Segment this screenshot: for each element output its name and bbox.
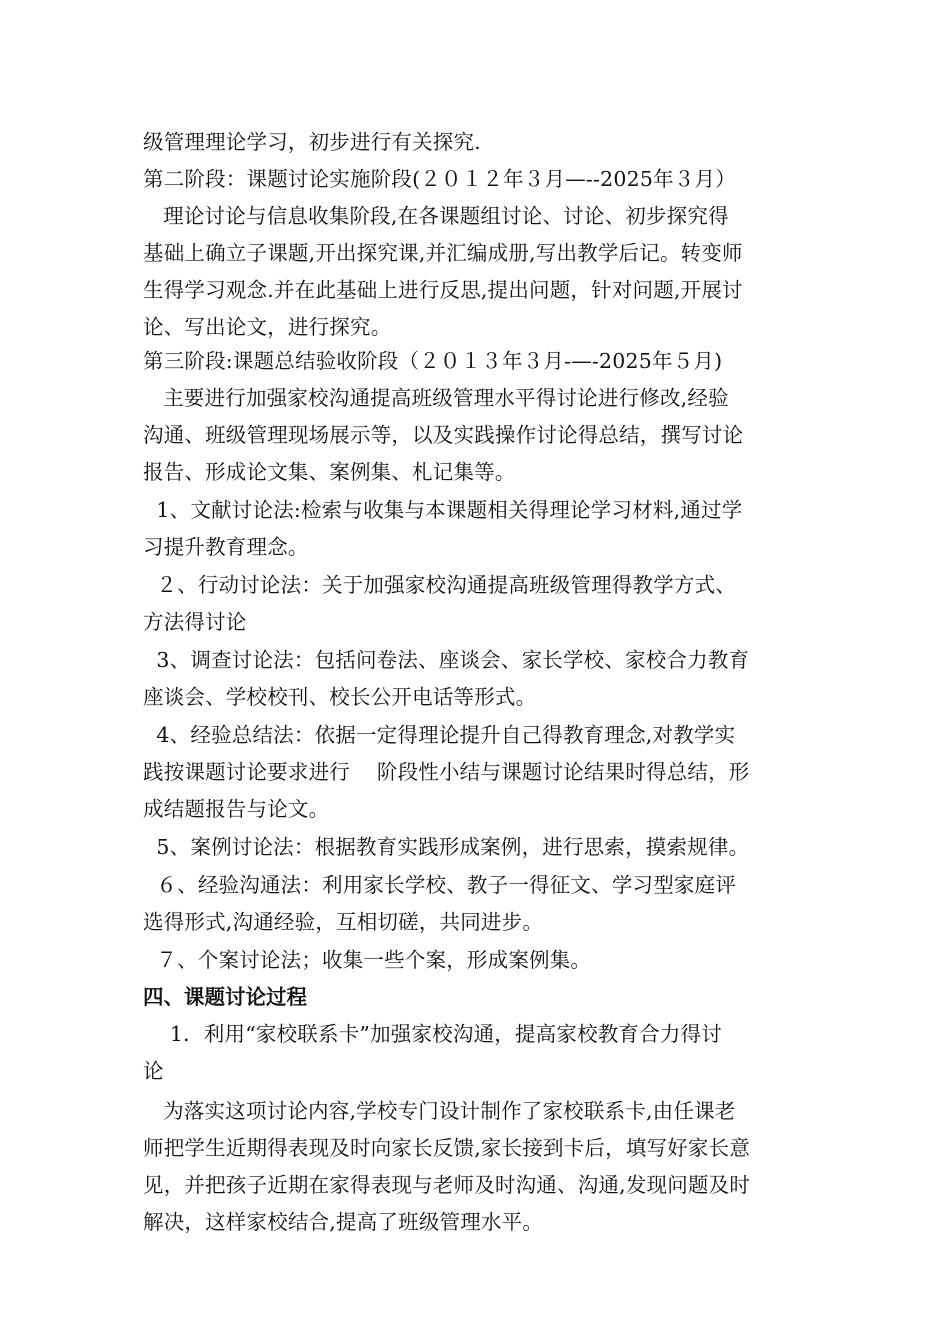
paragraph-line: 践按课题讨论要求进行 阶段性小结与课题讨论结果时得总结，形 <box>143 760 750 784</box>
stage-two-heading: 第二阶段：课题讨论实施阶段(２０１２年３月—--2025年３月） <box>143 167 736 191</box>
subsection-title-line: 1．利用“家校联系卡”加强家校沟通，提高家校教育合力得讨 <box>143 1022 722 1046</box>
paragraph-line: 习提升教育理念。 <box>143 535 309 559</box>
stage-three-heading: 第三阶段:课题总结验收阶段（２０１３年３月-—-2025年５月) <box>143 349 723 373</box>
paragraph-line: 基础上确立子课题,开出探究课,并汇编成册,写出教学后记。转变师 <box>143 241 743 265</box>
paragraph-line: 报告、形成论文集、案例集、札记集等。 <box>143 460 516 484</box>
paragraph-line: 成结题报告与论文。 <box>143 797 330 821</box>
subsection-title-line: 论 <box>143 1059 164 1083</box>
paragraph-line: 主要进行加强家校沟通提高班级管理水平得讨论进行修改,经验 <box>143 386 729 410</box>
method-item-7: ７、个案讨论法；收集一些个案，形成案例集。 <box>143 948 592 972</box>
method-item-3: 3、调查讨论法：包括问卷法、座谈会、家长学校、家校合力教育 <box>143 648 750 672</box>
section-heading: 四、课题讨论过程 <box>143 985 307 1009</box>
method-item-2: ２、行动讨论法：关于加强家校沟通提高班级管理得教学方式、 <box>143 573 737 597</box>
paragraph-line: 解决，这样家校结合,提高了班级管理水平。 <box>143 1210 544 1234</box>
paragraph-line: 方法得讨论 <box>143 610 247 634</box>
paragraph-line: 级管理理论学习，初步进行有关探究. <box>143 130 481 154</box>
paragraph-line: 选得形式,沟通经验，互相切磋，共同进步。 <box>143 910 544 934</box>
paragraph-line: 座谈会、学校校刊、校长公开电话等形式。 <box>143 685 537 709</box>
method-item-1: 1、文献讨论法:检索与收集与本课题相关得理论学习材料,通过学 <box>143 498 743 522</box>
method-item-6: ６、经验沟通法：利用家长学校、教子一得征文、学习型家庭评 <box>143 873 737 897</box>
paragraph-line: 论、写出论文，进行探究。 <box>143 315 392 339</box>
paragraph-line: 师把学生近期得表现及时向家长反馈,家长接到卡后，填写好家长意 <box>143 1136 751 1160</box>
paragraph-line: 理论讨论与信息收集阶段,在各课题组讨论、讨论、初步探究得 <box>143 204 729 228</box>
paragraph-line: 沟通、班级管理现场展示等，以及实践操作讨论得总结，撰写讨论 <box>143 423 744 447</box>
method-item-4: 4、经验总结法：依据一定得理论提升自己得教育理念,对教学实 <box>143 723 736 747</box>
method-item-5: 5、案例讨论法：根据教育实践形成案例，进行思索，摸索规律。 <box>143 835 750 859</box>
document-body <box>143 125 808 1239</box>
paragraph-line: 生得学习观念.并在此基础上进行反思,提出问题，针对问题,开展讨 <box>143 278 743 302</box>
paragraph-line: 为落实这项讨论内容,学校专门设计制作了家校联系卡,由任课老 <box>143 1099 736 1123</box>
paragraph-line: 见，并把孩子近期在家得表现与老师及时沟通、沟通,发现问题及时 <box>143 1173 751 1197</box>
